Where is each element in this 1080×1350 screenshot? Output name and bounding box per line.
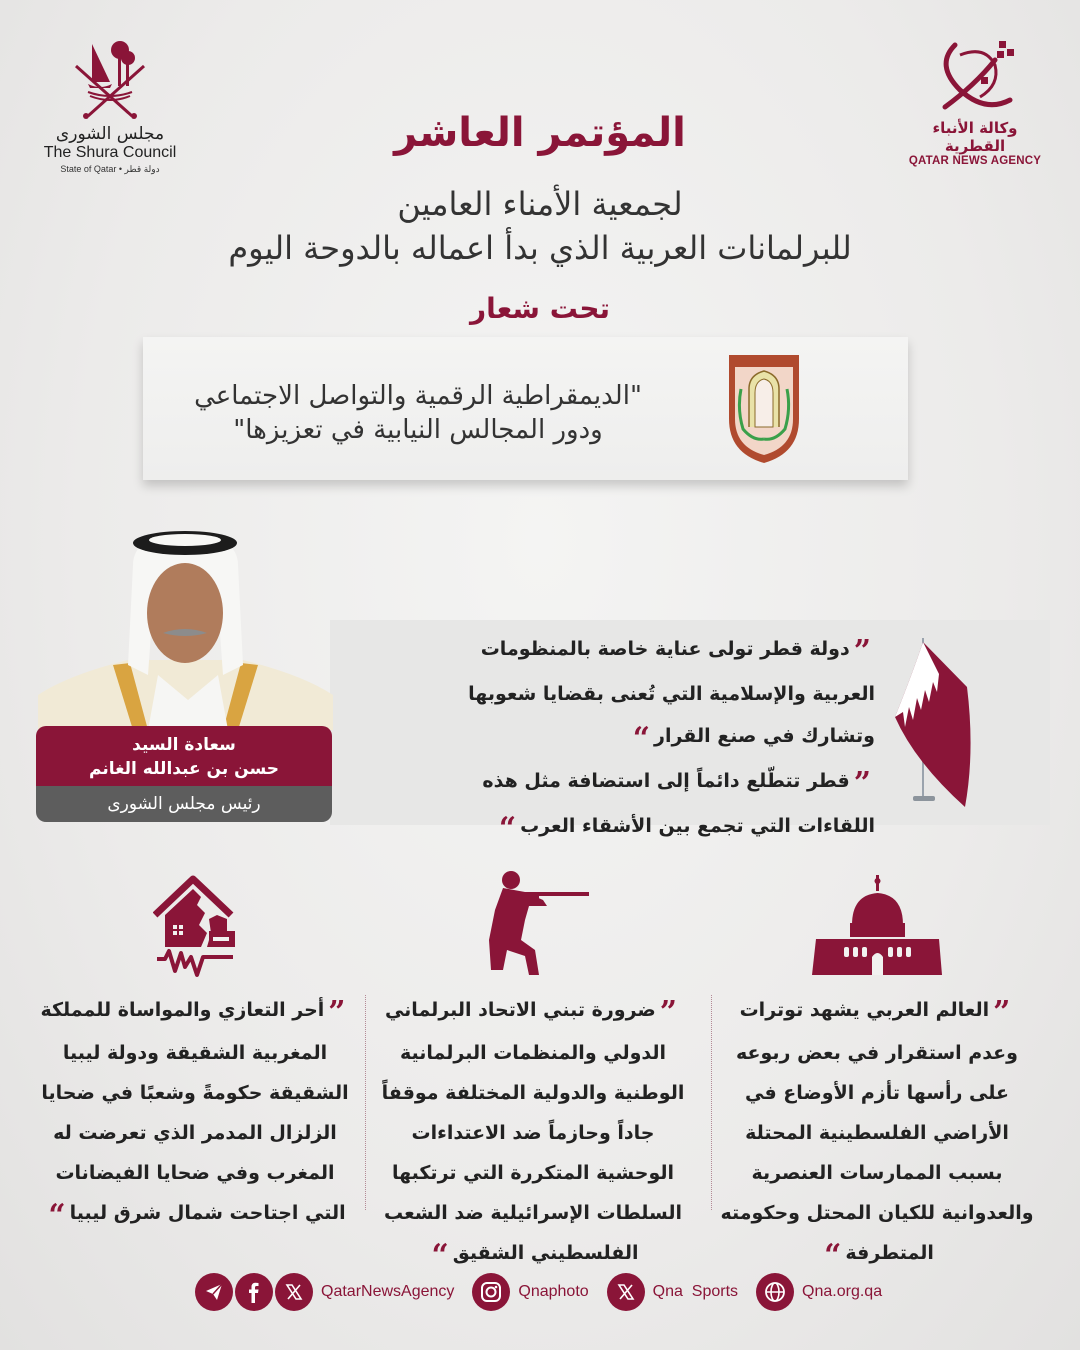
slogan-heading: تحت شعار <box>469 292 611 325</box>
social-group-qna-sports[interactable] <box>607 1273 738 1311</box>
open-quote-mark: ” <box>853 634 871 669</box>
slogan-line-1: "الديمقراطية الرقمية والتواصل الاجتماعي <box>194 381 642 411</box>
arab-parliaments-emblem-icon <box>725 349 803 467</box>
speaker-role: رئيس مجلس الشورى <box>36 786 332 822</box>
qna-name-english: QATAR NEWS AGENCY <box>908 155 1042 167</box>
globe-icon[interactable] <box>756 1273 794 1311</box>
column-condolences <box>30 860 360 1236</box>
slogan-card <box>143 337 908 480</box>
qna-name-arabic: وكالة الأنباء القطرية <box>932 119 1018 155</box>
soldier-icon <box>473 870 593 980</box>
qna-emblem-icon <box>925 35 1025 115</box>
quote-text: دولة قطر تولى عناية خاصة بالمنظومات العربية والإسلامية التي تُعنى بقضايا شعوبها وتشارك في صنع القرار <box>468 638 875 747</box>
column-statement: أحر التعازي والمواساة للمملكة المغربية الشقيقة ودولة ليبيا الشقيقة حكومةً وشعبًا في ضحايا الزلزال المدمر الذي تعرضت له المغرب وفي ضحايا الفيضانات التي اجتاحت شمال شرق ليبيا <box>40 999 349 1224</box>
column-divider <box>365 995 366 1210</box>
subtitle-line-1: لجمعية الأمناء العامين <box>397 185 683 223</box>
shura-name-arabic: مجلس الشورى <box>55 124 165 144</box>
speaker-name: حسن بن عبدالله الغانم <box>88 759 280 779</box>
social-label: Qnaphoto <box>518 1283 589 1300</box>
column-text <box>368 990 698 1276</box>
x-icon[interactable] <box>607 1273 645 1311</box>
instagram-icon[interactable] <box>472 1273 510 1311</box>
column-text <box>30 990 360 1236</box>
telegram-icon[interactable] <box>195 1273 233 1311</box>
column-parliamentary-stance <box>368 860 698 1276</box>
slogan-line-2: ودور المجالس النيابية في تعزيزها" <box>233 415 603 445</box>
open-quote-mark: ” <box>853 766 871 801</box>
speaker-quote-2 <box>420 760 875 850</box>
speaker-photo <box>38 525 333 730</box>
social-footer <box>195 1272 900 1312</box>
earthquake-house-icon <box>153 875 238 980</box>
social-label: QatarNewsAgency <box>321 1283 455 1300</box>
speaker-honorific: سعادة السيد <box>132 735 236 755</box>
x-icon[interactable] <box>275 1273 313 1311</box>
column-palestine <box>712 860 1042 1276</box>
column-divider <box>711 995 712 1210</box>
column-statement: العالم العربي يشهد توترات وعدم استقرار في بعض ربوعه على رأسها تأزم الأوضاع في الأراضي الفلسطينية المحتلة بسبب الممارسات العنصرية والعدوانية للكيان المحتل وحكومته المتطرفة <box>720 999 1034 1264</box>
facebook-icon[interactable] <box>235 1273 273 1311</box>
social-group-website[interactable] <box>756 1273 882 1311</box>
shura-name-english: The Shura Council <box>43 144 177 161</box>
speaker-name-box <box>36 726 332 786</box>
shura-emblem-icon <box>70 30 150 122</box>
page-subtitle <box>160 182 920 270</box>
open-quote-mark: ” <box>328 995 346 1030</box>
speaker-quotes <box>420 628 875 850</box>
dome-of-the-rock-icon <box>810 875 945 980</box>
open-quote-mark: ” <box>993 995 1011 1030</box>
quote-text: قطر تتطّلع دائماً إلى استضافة مثل هذه اللقاءات التي تجمع بين الأشقاء العرب <box>482 770 875 837</box>
close-quote-mark: “ <box>431 1238 449 1273</box>
social-group-qatarnewsagency[interactable] <box>195 1273 454 1311</box>
social-group-qnaphoto[interactable] <box>472 1273 588 1311</box>
page-title: المؤتمر العاشر <box>394 110 686 156</box>
social-label: Qna Sports <box>652 1283 739 1300</box>
close-quote-mark: “ <box>632 721 651 756</box>
close-quote-mark: “ <box>48 1198 66 1233</box>
slogan-text <box>168 379 668 447</box>
close-quote-mark: “ <box>498 811 517 846</box>
column-statement: ضرورة تبني الاتحاد البرلماني الدولي والمنظمات البرلمانية الوطنية والدولية المختلفة موقفاً جاداً وحازماً ضد الاعتداءات الوحشية المتكررة التي ترتكبها السلطات الإسرائيلية ضد الشعب الفلسطيني الشقيق <box>381 999 685 1264</box>
open-quote-mark: ” <box>659 995 678 1030</box>
column-text <box>712 990 1042 1276</box>
close-quote-mark: “ <box>824 1238 842 1273</box>
qatar-flag-icon <box>895 632 975 812</box>
speaker-quote-1 <box>420 628 875 760</box>
subtitle-line-2: للبرلمانات العربية الذي بدأ اعماله بالدوحة اليوم <box>228 229 852 267</box>
social-label: Qna.org.qa <box>802 1283 883 1300</box>
shura-state-label: State of Qatar • دولة قطر <box>60 164 160 174</box>
